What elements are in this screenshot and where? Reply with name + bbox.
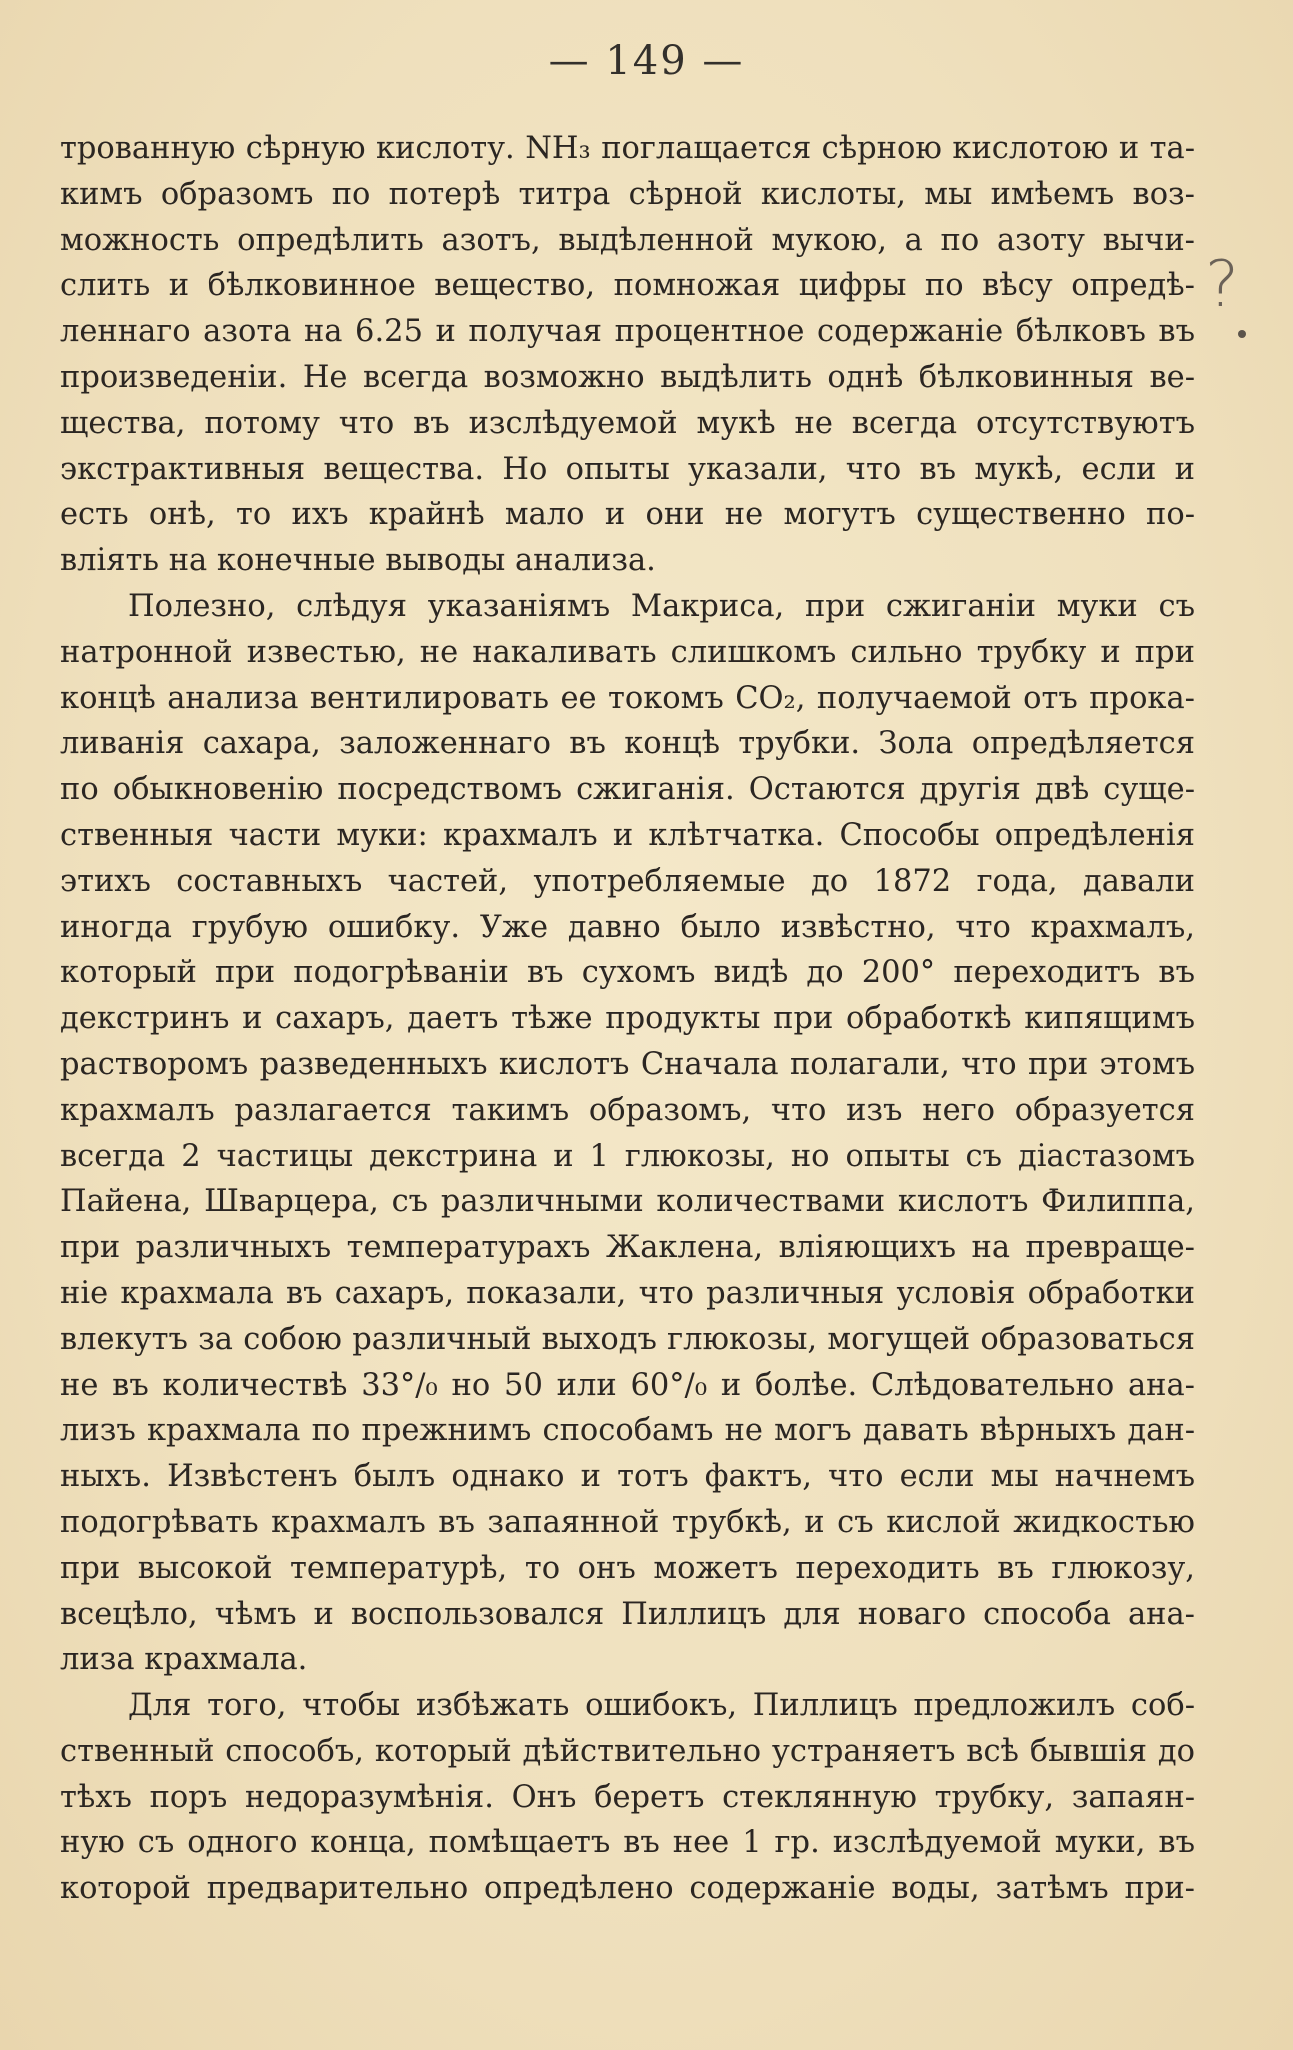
text-line: по обыкновенiю посредствомъ сжиганiя. Остаются другiя двѣ суще-: [60, 772, 1195, 808]
margin-question-mark: ?: [1205, 248, 1239, 322]
text-line: слить и бѣлковинное вещество, помножая цифры по вѣсу опредѣ-: [60, 268, 1195, 304]
text-line: щества, потому что въ изслѣдуемой мукѣ не всегда отсутствуютъ: [60, 405, 1195, 441]
text-line: есть онѣ, то ихъ крайнѣ мало и они не могутъ существенно по-: [60, 497, 1195, 533]
text-line: ныхъ. Извѣстенъ былъ однако и тотъ фактъ, что если мы начнемъ: [60, 1459, 1195, 1495]
text-line: который при подогрѣванiи въ сухомъ видѣ до 200° переходитъ въ: [60, 955, 1195, 991]
text-line: Пайена, Шварцера, съ различными количествами кислотъ Филиппа,: [60, 1184, 1195, 1220]
text-line: экстрактивныя вещества. Но опыты указали, что въ мукѣ, если и: [60, 451, 1195, 487]
text-line: крахмалъ разлагается такимъ образомъ, что изъ него образуется: [60, 1092, 1195, 1128]
paragraph-start-line: Для того, чтобы избѣжать ошибокъ, Пиллицъ предложилъ соб-: [128, 1688, 1195, 1724]
text-line: леннаго азота на 6.25 и получая процентное содержанiе бѣлковъ въ: [60, 314, 1195, 350]
body-text: [60, 126, 1195, 1912]
text-line: подогрѣвать крахмалъ въ запаянной трубкѣ, и съ кислой жидкостью: [60, 1504, 1195, 1540]
text-line: ственный способъ, который дѣйствительно устраняетъ всѣ бывшiя до: [60, 1733, 1195, 1769]
text-line: тѣхъ поръ недоразумѣнiя. Онъ беретъ стеклянную трубку, запаян-: [60, 1779, 1195, 1815]
text-line: при различныхъ температурахъ Жаклена, влiяющихъ на превраще-: [60, 1230, 1195, 1266]
text-line: растворомъ разведенныхъ кислотъ Сначала полагали, что при этомъ: [60, 1046, 1195, 1082]
text-line: можность опредѣлить азотъ, выдѣленной мукою, а по азоту вычи-: [60, 222, 1195, 258]
text-line: ную съ одного конца, помѣщаетъ въ нее 1 гр. изслѣдуемой муки, въ: [60, 1825, 1195, 1861]
text-line: лизъ крахмала по прежнимъ способамъ не могъ давать вѣрныхъ дан-: [60, 1413, 1195, 1449]
text-line: ливанiя сахара, заложеннаго въ концѣ трубки. Зола опредѣляется: [60, 726, 1195, 762]
text-line: иногда грубую ошибку. Уже давно было извѣстно, что крахмалъ,: [60, 909, 1195, 945]
text-line: концѣ анализа вентилировать ее токомъ CO₂, получаемой отъ прока-: [60, 680, 1195, 716]
paragraph-end-line: лиза крахмала.: [60, 1642, 308, 1678]
text-line: всегда 2 частицы декстрина и 1 глюкозы, но опыты съ дiастазомъ: [60, 1138, 1195, 1174]
text-line: этихъ составныхъ частей, употребляемые до 1872 года, давали: [60, 863, 1195, 899]
text-line: ственныя части муки: крахмалъ и клѣтчатка. Способы опредѣленiя: [60, 817, 1195, 853]
margin-ink-dot: [1238, 330, 1246, 338]
text-line: не въ количествѣ 33°/₀ но 50 или 60°/₀ и болѣе. Слѣдовательно ана-: [60, 1367, 1195, 1403]
text-line: натронной известью, не накаливать слишкомъ сильно трубку и при: [60, 634, 1195, 670]
text-line: при высокой температурѣ, то онъ можетъ переходить въ глюкозу,: [60, 1550, 1195, 1586]
text-line: декстринъ и сахаръ, даетъ тѣже продукты при обработкѣ кипящимъ: [60, 1001, 1195, 1037]
paragraph-start-line: Полезно, слѣдуя указанiямъ Макриса, при сжиганiи муки съ: [128, 588, 1195, 624]
text-line: всецѣло, чѣмъ и воспользовался Пиллицъ для новаго способа ана-: [60, 1596, 1195, 1632]
text-line: кимъ образомъ по потерѣ титра сѣрной кислоты, мы имѣемъ воз-: [60, 176, 1195, 212]
text-line: влекутъ за собою различный выходъ глюкозы, могущей образоваться: [60, 1321, 1195, 1357]
paragraph-end-line: влiять на конечные выводы анализа.: [60, 543, 656, 579]
page-number: — 149 —: [548, 38, 745, 84]
text-line: трованную сѣрную кислоту. NH₃ поглащается сѣрною кислотою и та-: [60, 131, 1195, 166]
text-line: нiе крахмала въ сахаръ, показали, что различныя условiя обработки: [60, 1275, 1195, 1311]
text-line: произведенiи. Не всегда возможно выдѣлить однѣ бѣлковинныя ве-: [60, 359, 1195, 395]
text-line: которой предварительно опредѣлено содержанiе воды, затѣмъ при-: [60, 1871, 1195, 1907]
